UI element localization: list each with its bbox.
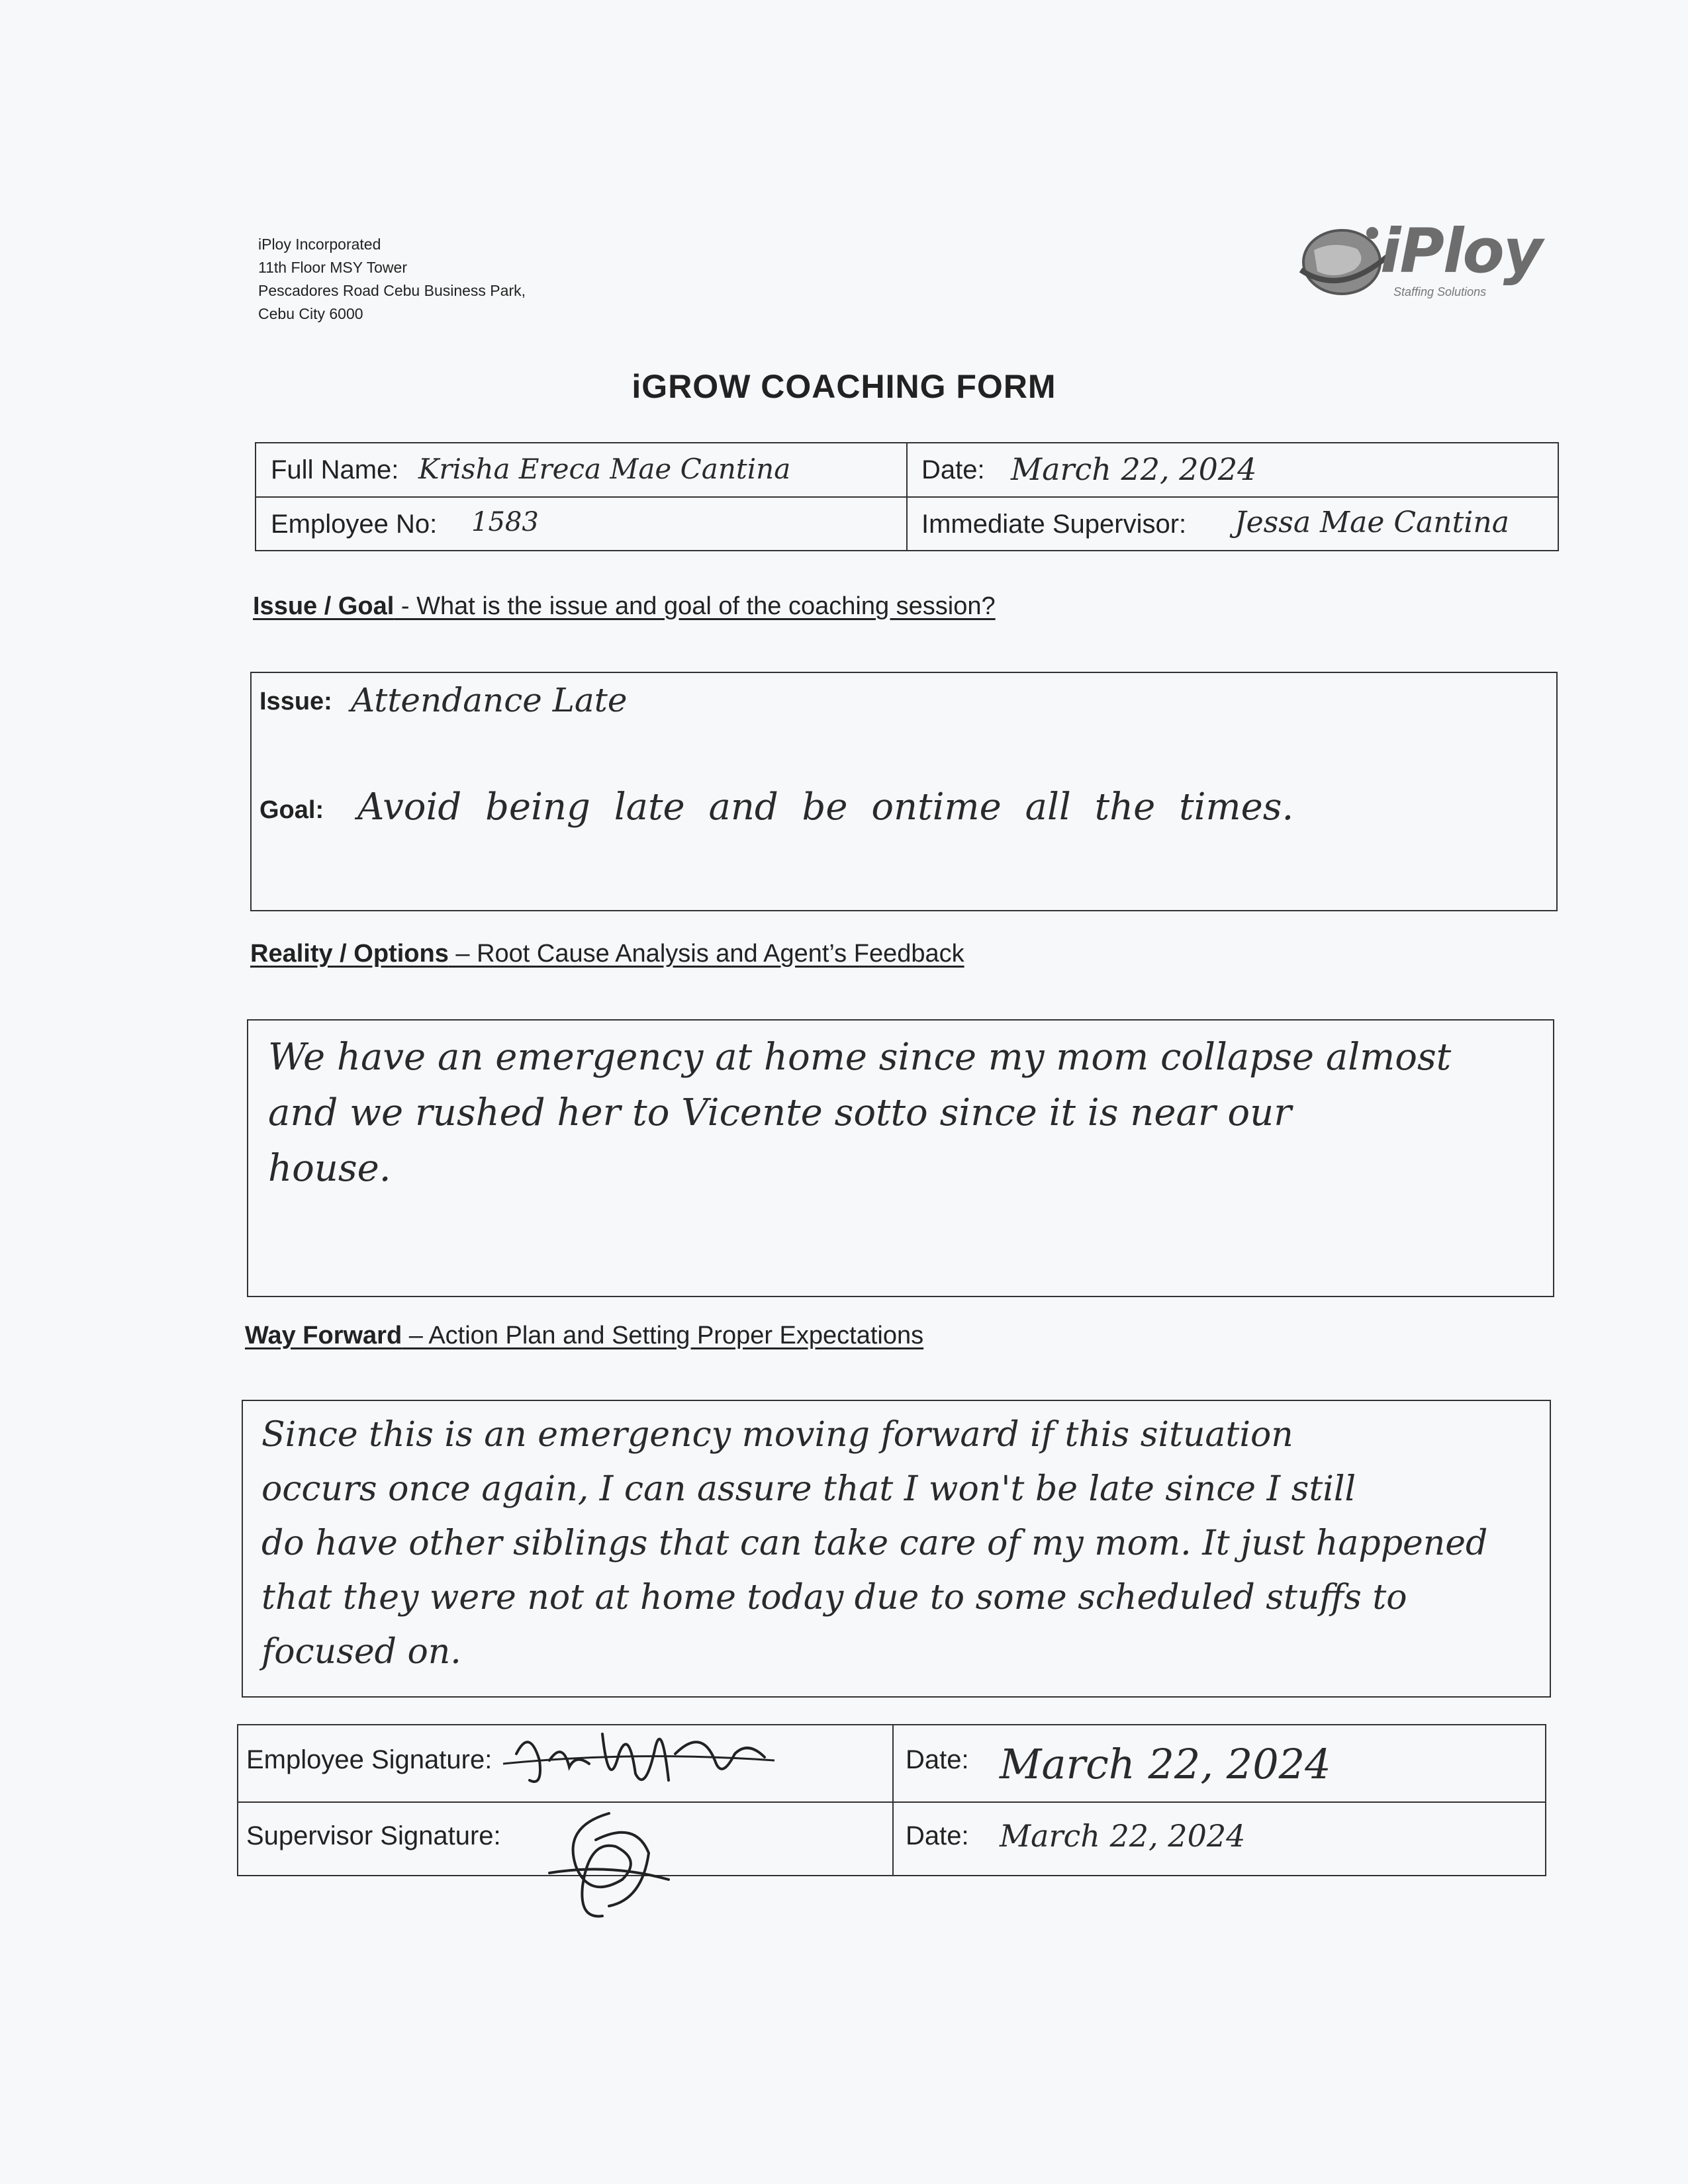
supervisor-label: Immediate Supervisor: xyxy=(921,510,1187,539)
issue-goal-heading-bold: Issue / Goal xyxy=(253,592,395,620)
supervisor-date-label: Date: xyxy=(906,1821,969,1850)
supervisor-value: Jessa Mae Cantina xyxy=(1235,506,1509,539)
date-label: Date: xyxy=(921,455,985,484)
employee-signature xyxy=(503,1714,781,1807)
date-value: March 22, 2024 xyxy=(1011,451,1257,487)
issue-goal-heading xyxy=(253,592,996,621)
employee-date-label: Date: xyxy=(906,1745,969,1774)
issue-value: Attendance Late xyxy=(351,681,628,719)
full-name-label: Full Name: xyxy=(271,455,399,484)
supervisor-signature xyxy=(536,1800,682,1933)
supervisor-date-value: March 22, 2024 xyxy=(1000,1818,1246,1854)
reality-line: house. xyxy=(268,1147,391,1190)
reality-line: We have an emergency at home since my mom collapse almost xyxy=(268,1036,1452,1079)
reality-options-heading-rest: – Root Cause Analysis and Agent’s Feedback xyxy=(448,940,964,968)
issue-label: Issue: xyxy=(259,688,332,715)
company-name: iPloy Incorporated xyxy=(258,236,381,253)
goal-label: Goal: xyxy=(259,796,324,824)
way-forward-text xyxy=(261,1408,1546,1679)
logo-wordmark: iPloy xyxy=(1380,216,1542,287)
way-forward-box xyxy=(242,1400,1551,1698)
address-line-1: 11th Floor MSY Tower xyxy=(258,259,407,276)
address-line-3: Cebu City 6000 xyxy=(258,305,363,322)
address-line-2: Pescadores Road Cebu Business Park, xyxy=(258,282,526,299)
iploy-logo xyxy=(1294,210,1546,310)
issue-goal-heading-rest: - What is the issue and goal of the coaching session? xyxy=(394,592,996,620)
supervisor-signature-label: Supervisor Signature: xyxy=(246,1821,501,1850)
signature-table xyxy=(237,1724,1546,1876)
globe-icon xyxy=(1294,224,1393,300)
employee-info-table xyxy=(255,442,1559,551)
way-forward-heading-bold: Way Forward xyxy=(245,1322,402,1349)
reality-options-heading-bold: Reality / Options xyxy=(250,940,449,968)
reality-line: and we rushed her to Vicente sotto since it is near our xyxy=(268,1091,1291,1134)
logo-tagline: Staffing Solutions xyxy=(1393,285,1487,298)
way-forward-line: focused on. xyxy=(261,1632,461,1672)
way-forward-line: do have other siblings that can take care of my mom. It just happened xyxy=(261,1524,1488,1563)
way-forward-heading-rest: – Action Plan and Setting Proper Expectations xyxy=(402,1322,924,1349)
goal-value: Avoid being late and be ontime all the times. xyxy=(357,786,1294,829)
issue-goal-box xyxy=(250,672,1558,911)
company-address xyxy=(258,233,526,326)
table-divider xyxy=(892,1725,894,1875)
employee-date-value: March 22, 2024 xyxy=(1000,1740,1331,1788)
employee-signature-label: Employee Signature: xyxy=(246,1745,492,1774)
way-forward-heading xyxy=(245,1322,923,1350)
table-divider xyxy=(238,1801,1545,1803)
way-forward-line: Since this is an emergency moving forward if this situation xyxy=(261,1415,1293,1455)
table-divider xyxy=(256,496,1558,498)
way-forward-line: occurs once again, I can assure that I won't be late since I still xyxy=(261,1469,1356,1509)
way-forward-line: that they were not at home today due to some scheduled stuffs to xyxy=(261,1578,1407,1617)
employee-no-label: Employee No: xyxy=(271,510,438,539)
employee-no-value: 1583 xyxy=(471,507,539,537)
reality-options-heading xyxy=(250,940,964,968)
reality-options-box xyxy=(247,1019,1554,1297)
full-name-value: Krisha Ereca Mae Cantina xyxy=(418,453,791,485)
form-title: iGROW COACHING FORM xyxy=(632,368,1056,405)
reality-feedback-text xyxy=(268,1030,1526,1197)
